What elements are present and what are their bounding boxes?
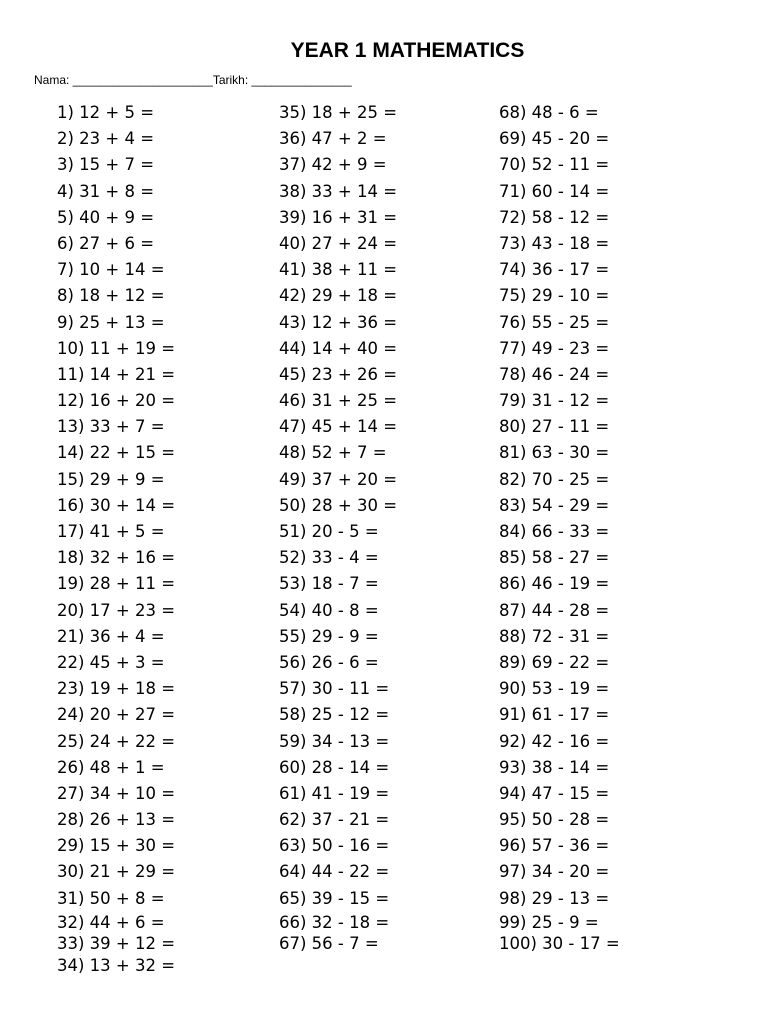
problem-item: 23) 19 + 18 =: [57, 679, 176, 699]
problem-item: 87) 44 - 28 =: [499, 600, 610, 620]
problem-item: 20) 17 + 23 =: [57, 600, 176, 620]
problem-item: 19) 28 + 11 =: [57, 574, 176, 594]
problem-item: 99) 25 - 9 =: [499, 912, 599, 932]
problem-item: 62) 37 - 21 =: [279, 810, 390, 830]
problem-item: 60) 28 - 14 =: [279, 757, 390, 777]
problem-item: 82) 70 - 25 =: [499, 469, 610, 489]
problem-item: 73) 43 - 18 =: [499, 233, 610, 253]
problem-item: 44) 14 + 40 =: [279, 338, 398, 358]
problem-item: 85) 58 - 27 =: [499, 548, 610, 568]
problem-item: 74) 36 - 17 =: [499, 260, 610, 280]
worksheet-title: YEAR 1 MATHEMATICS: [290, 39, 525, 62]
problem-item: 91) 61 - 17 =: [499, 705, 610, 725]
problem-item: 4) 31 + 8 =: [57, 181, 155, 201]
problem-item: 88) 72 - 31 =: [499, 626, 610, 646]
problem-item: 80) 27 - 11 =: [499, 417, 610, 437]
problem-item: 3) 15 + 7 =: [57, 155, 155, 175]
problem-item: 72) 58 - 12 =: [499, 207, 610, 227]
problem-item: 64) 44 - 22 =: [279, 862, 390, 882]
problem-item: 36) 47 + 2 =: [279, 129, 387, 149]
problem-item: 32) 44 + 6 =: [57, 912, 165, 932]
problem-column-1: [57, 100, 175, 976]
problem-item: 98) 29 - 13 =: [499, 888, 610, 908]
problem-item: 21) 36 + 4 =: [57, 626, 165, 646]
problem-item: 38) 33 + 14 =: [279, 181, 398, 201]
problem-item: 18) 32 + 16 =: [57, 548, 176, 568]
date-blank[interactable]: _______________: [251, 73, 352, 87]
problem-item: 40) 27 + 24 =: [279, 233, 398, 253]
problem-item: 39) 16 + 31 =: [279, 207, 398, 227]
problem-item: 89) 69 - 22 =: [499, 652, 610, 672]
problem-item: 93) 38 - 14 =: [499, 757, 610, 777]
problem-item: 65) 39 - 15 =: [279, 888, 390, 908]
problem-item: 7) 10 + 14 =: [57, 260, 165, 280]
problem-item: 75) 29 - 10 =: [499, 286, 610, 306]
problem-item: 29) 15 + 30 =: [57, 836, 176, 856]
problem-item: 90) 53 - 19 =: [499, 679, 610, 699]
problem-item: 59) 34 - 13 =: [279, 731, 390, 751]
problem-item: 27) 34 + 10 =: [57, 783, 176, 803]
problem-item: 10) 11 + 19 =: [57, 338, 176, 358]
problem-item: 77) 49 - 23 =: [499, 338, 610, 358]
problem-item: 70) 52 - 11 =: [499, 155, 610, 175]
problem-item: 28) 26 + 13 =: [57, 810, 176, 830]
problem-item: 78) 46 - 24 =: [499, 364, 610, 384]
problem-item: 96) 57 - 36 =: [499, 836, 610, 856]
problem-item: 25) 24 + 22 =: [57, 731, 176, 751]
problem-item: 30) 21 + 29 =: [57, 862, 176, 882]
problem-item: 33) 39 + 12 =: [57, 934, 176, 954]
problem-column-3: [499, 100, 620, 955]
problem-item: 71) 60 - 14 =: [499, 181, 610, 201]
problem-item: 48) 52 + 7 =: [279, 443, 387, 463]
problem-item: 63) 50 - 16 =: [279, 836, 390, 856]
problem-item: 58) 25 - 12 =: [279, 705, 390, 725]
problem-item: 57) 30 - 11 =: [279, 679, 390, 699]
problem-column-2: [279, 100, 397, 955]
problem-item: 54) 40 - 8 =: [279, 600, 379, 620]
problem-item: 76) 55 - 25 =: [499, 312, 610, 332]
problem-item: 61) 41 - 19 =: [279, 783, 390, 803]
problem-item: 55) 29 - 9 =: [279, 626, 379, 646]
problem-item: 22) 45 + 3 =: [57, 652, 165, 672]
problem-item: 51) 20 - 5 =: [279, 522, 379, 541]
problem-item: 8) 18 + 12 =: [57, 286, 165, 306]
problem-item: 1) 12 + 5 =: [57, 103, 155, 122]
problem-item: 13) 33 + 7 =: [57, 417, 165, 437]
problem-item: 95) 50 - 28 =: [499, 810, 610, 830]
problem-item: 11) 14 + 21 =: [57, 364, 176, 384]
problem-item: 12) 16 + 20 =: [57, 391, 176, 411]
student-info-line: [34, 72, 352, 88]
problem-item: 69) 45 - 20 =: [499, 129, 610, 149]
problem-item: 43) 12 + 36 =: [279, 312, 398, 332]
problem-item: 9) 25 + 13 =: [57, 312, 165, 332]
problem-item: 84) 66 - 33 =: [499, 522, 610, 541]
problem-item: 92) 42 - 16 =: [499, 731, 610, 751]
problem-item: 31) 50 + 8 =: [57, 888, 165, 908]
problem-item: 50) 28 + 30 =: [279, 495, 398, 515]
problem-item: 37) 42 + 9 =: [279, 155, 387, 175]
problem-item: 16) 30 + 14 =: [57, 495, 176, 515]
problem-item: 56) 26 - 6 =: [279, 652, 379, 672]
problem-item: 2) 23 + 4 =: [57, 129, 155, 149]
problem-item: 14) 22 + 15 =: [57, 443, 176, 463]
problem-item: 35) 18 + 25 =: [279, 103, 398, 122]
problem-item: 100) 30 - 17 =: [499, 934, 620, 954]
problem-item: 67) 56 - 7 =: [279, 934, 379, 954]
problem-item: 86) 46 - 19 =: [499, 574, 610, 594]
problem-item: 17) 41 + 5 =: [57, 522, 165, 541]
problem-item: 81) 63 - 30 =: [499, 443, 610, 463]
problem-item: 68) 48 - 6 =: [499, 103, 599, 122]
problem-item: 83) 54 - 29 =: [499, 495, 610, 515]
name-label: Nama:: [34, 73, 70, 87]
problem-item: 97) 34 - 20 =: [499, 862, 610, 882]
problem-item: 66) 32 - 18 =: [279, 912, 390, 932]
problem-item: 42) 29 + 18 =: [279, 286, 398, 306]
name-blank[interactable]: _____________________: [72, 73, 213, 87]
problem-item: 49) 37 + 20 =: [279, 469, 398, 489]
problem-item: 52) 33 - 4 =: [279, 548, 379, 568]
problem-item: 45) 23 + 26 =: [279, 364, 398, 384]
problem-item: 6) 27 + 6 =: [57, 233, 155, 253]
problem-item: 79) 31 - 12 =: [499, 391, 610, 411]
problem-item: 15) 29 + 9 =: [57, 469, 165, 489]
problem-item: 26) 48 + 1 =: [57, 757, 165, 777]
problem-item: 5) 40 + 9 =: [57, 207, 155, 227]
date-label: Tarikh:: [212, 73, 249, 87]
problem-item: 46) 31 + 25 =: [279, 391, 398, 411]
problem-item: 41) 38 + 11 =: [279, 260, 398, 280]
problem-item: 94) 47 - 15 =: [499, 783, 610, 803]
problem-item: 47) 45 + 14 =: [279, 417, 398, 437]
problem-item: 34) 13 + 32 =: [57, 955, 176, 975]
problem-item: 24) 20 + 27 =: [57, 705, 176, 725]
problem-item: 53) 18 - 7 =: [279, 574, 379, 594]
